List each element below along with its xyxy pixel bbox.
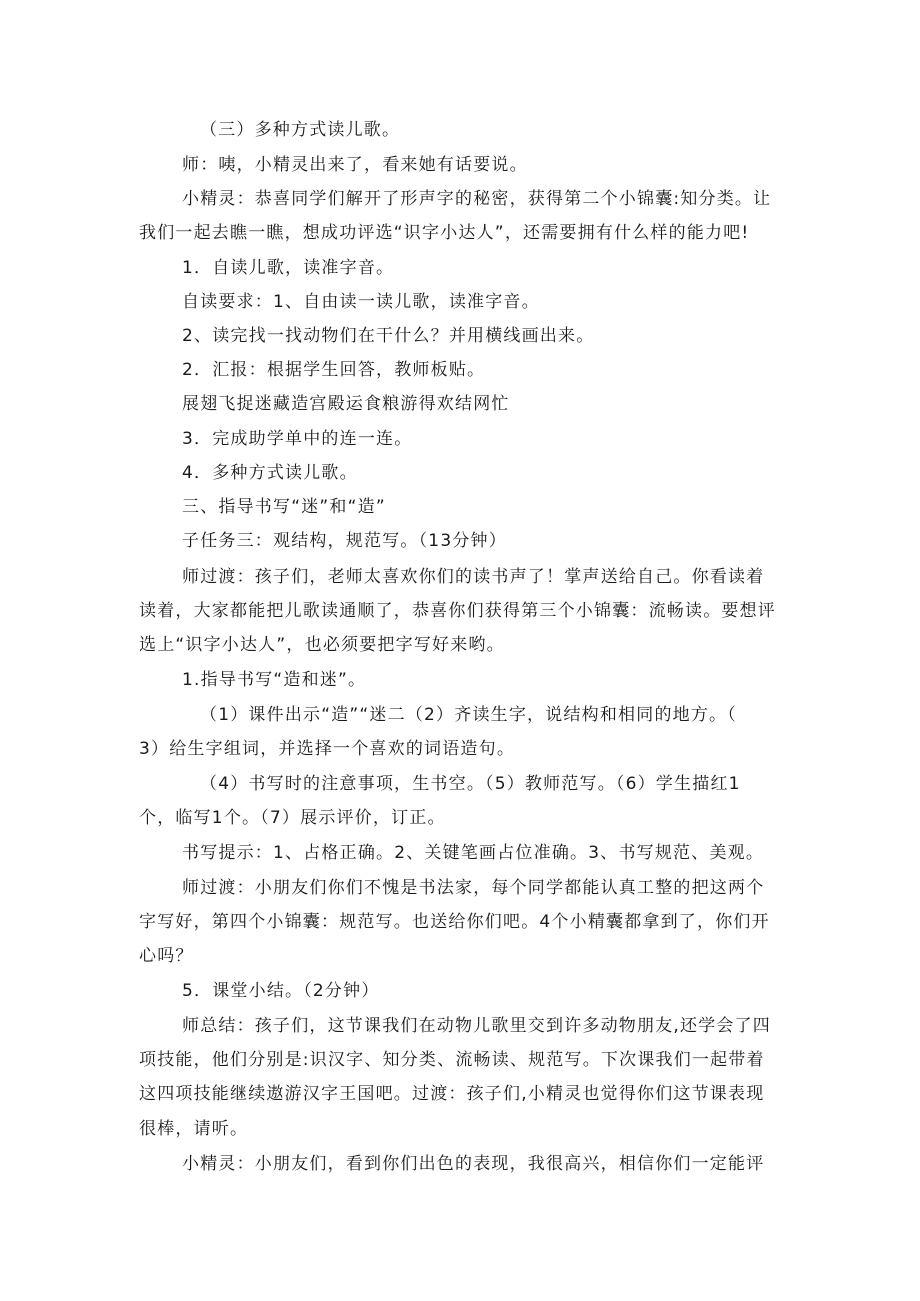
text-line: 选上“识字小达人”，也必须要把字写好来哟。 xyxy=(139,635,505,655)
section-heading: 三、指导书写“迷”和“造” xyxy=(182,497,386,517)
text-line: 3）给生字组词，并选择一个喜欢的词语造句。 xyxy=(139,739,516,759)
text-line: 子任务三：观结构，规范写。（13分钟） xyxy=(182,531,507,551)
text-line: 小精灵：恭喜同学们解开了形声字的秘密，获得第二个小锦囊:知分类。让 xyxy=(182,189,772,209)
text-line: （三）多种方式读儿歌。 xyxy=(200,120,401,140)
text-line: 我们一起去瞧一瞧，想成功评选“识字小达人”，还需要拥有什么样的能力吧! xyxy=(139,223,750,243)
text-line: 书写提示：1、占格正确。2、关键笔画占位准确。3、书写规范、美观。 xyxy=(182,843,765,863)
text-line: 小精灵：小朋友们，看到你们出色的表现，我很高兴，相信你们一定能评 xyxy=(182,1154,765,1174)
text-line: 5．课堂小结。（2分钟） xyxy=(182,981,380,1001)
text-line: 心吗？ xyxy=(139,946,194,966)
text-line: 3．完成助学单中的连一连。 xyxy=(182,429,413,449)
text-line: （4）书写时的注意事项，生书空。（5）教师范写。（6）学生描红1 xyxy=(200,774,741,794)
text-line: 1．自读儿歌，读准字音。 xyxy=(182,258,395,278)
text-line: 4．多种方式读儿歌。 xyxy=(182,463,358,483)
text-line: 个，临写1个。（7）展示评价，订正。 xyxy=(139,808,446,828)
text-line: 师：咦，小精灵出来了，看来她有话要说。 xyxy=(182,155,528,175)
text-line: 读着，大家都能把儿歌读通顺了，恭喜你们获得第三个小锦囊：流畅读。要想评 xyxy=(139,601,776,621)
text-line: 字写好，第四个小锦囊：规范写。也送给你们吧。4个小精囊都拿到了，你们开 xyxy=(139,912,770,932)
text-line: 很棒，请听。 xyxy=(139,1119,249,1139)
text-line: （1）课件出示“造”“迷二（2）齐读生字，说结构和相同的地方。（ xyxy=(200,705,737,725)
text-line: 师过渡：孩子们，老师太喜欢你们的读书声了！掌声送给自己。你看读着 xyxy=(182,567,765,587)
text-line: 自读要求：1、自由读一读儿歌，读准字音。 xyxy=(182,292,540,312)
text-line: 2、读完找一找动物们在干什么？并用横线画出来。 xyxy=(182,326,595,346)
text-line: 展翅飞捉迷藏造宫殿运食粮游得欢结网忙 xyxy=(182,394,510,414)
text-line: 师总结：孩子们，这节课我们在动物儿歌里交到许多动物朋友,还学会了四 xyxy=(182,1016,772,1036)
text-line: 项技能，他们分别是:识汉字、知分类、流畅读、规范写。下次课我们一起带着 xyxy=(139,1050,765,1070)
text-line: 2．汇报：根据学生回答，教师板贴。 xyxy=(182,360,486,380)
text-line: 1.指导书写“造和迷”。 xyxy=(182,670,367,690)
text-line: 这四项技能继续遨游汉字王国吧。过渡：孩子们,小精灵也觉得你们这节课表现 xyxy=(139,1084,765,1104)
text-line: 师过渡：小朋友们你们不愧是书法家，每个同学都能认真工整的把这两个 xyxy=(182,878,765,898)
